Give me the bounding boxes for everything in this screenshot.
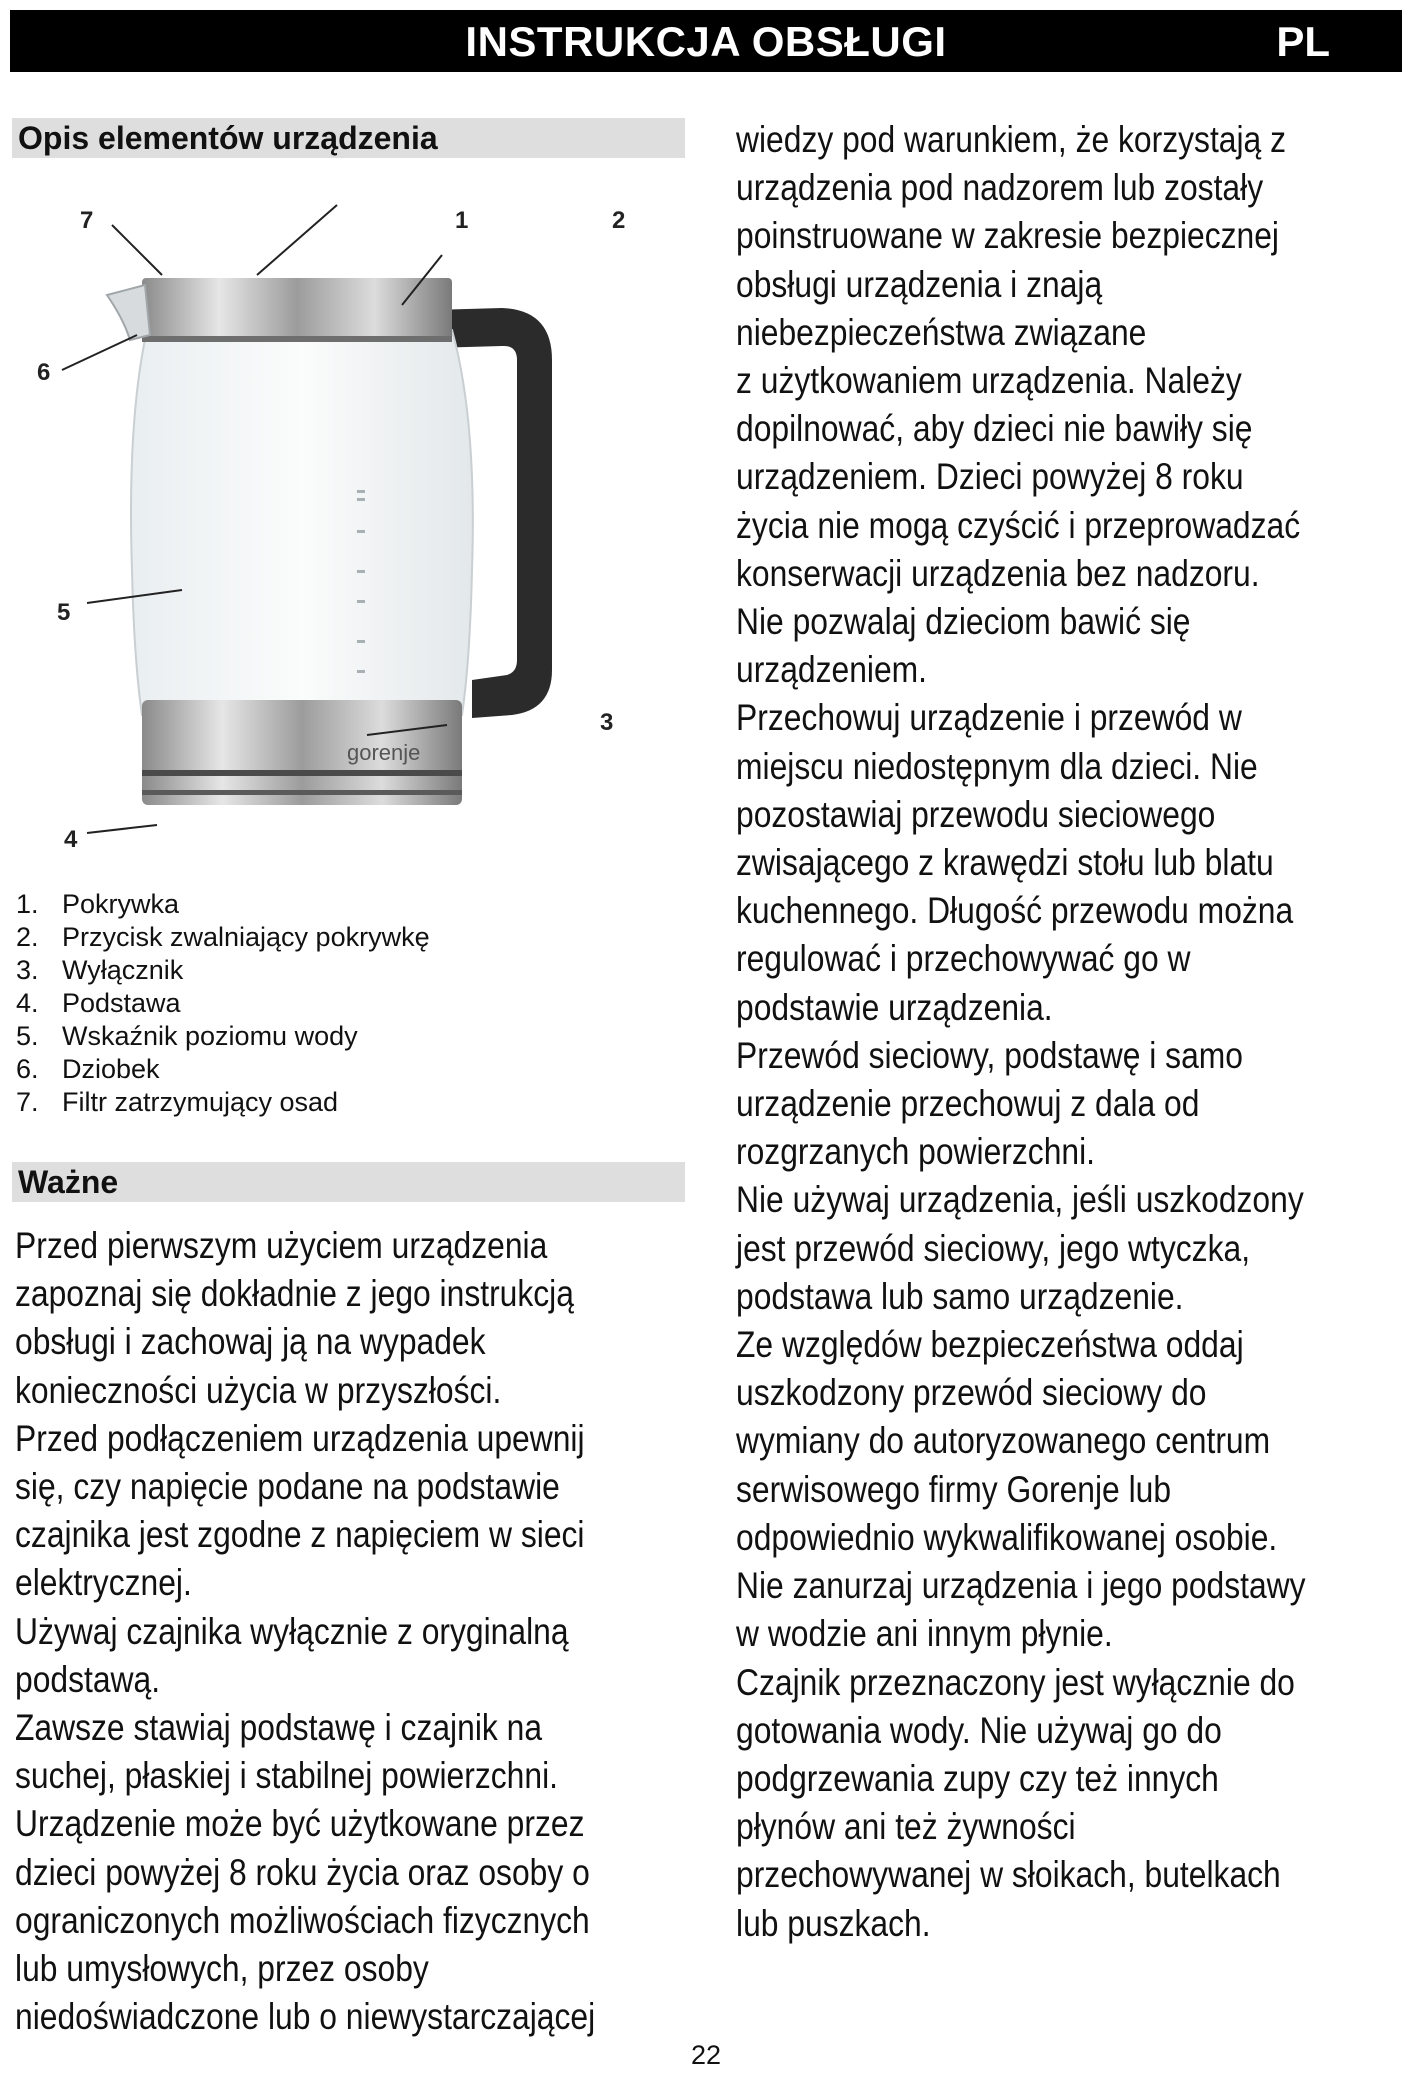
text-line: urządzenia pod nadzorem lub zostały [736, 167, 1264, 209]
text-line: konieczności użycia w przyszłości. [15, 1369, 502, 1411]
text-line: konserwacji urządzenia bez nadzoru. [736, 552, 1260, 594]
header-title: INSTRUKCJA OBSŁUGI [465, 18, 947, 65]
callout-4: 4 [64, 826, 78, 853]
text-line: Przed pierwszym użyciem urządzenia [15, 1225, 548, 1266]
text-line: wiedzy pod warunkiem, że korzystają z [736, 119, 1287, 160]
callout-2: 2 [612, 207, 626, 234]
list-item: 7. Filtr zatrzymujący osad [16, 1087, 339, 1117]
list-item: 6. Dziobek [16, 1054, 160, 1084]
text-line: dzieci powyżej 8 roku życia oraz osoby o [15, 1851, 590, 1893]
text-line: życia nie mogą czyścić i przeprowadzać [736, 504, 1301, 546]
text-line: zwisającego z krawędzi stołu lub blatu [736, 842, 1274, 884]
text-line: lub umysłowych, przez osoby [15, 1948, 429, 1990]
text-line: Urządzenie może być użytkowane przez [15, 1803, 585, 1845]
text-line: elektrycznej. [15, 1562, 192, 1604]
text-line: urządzenie przechowuj z dala od [736, 1083, 1200, 1125]
text-line: z użytkowaniem urządzenia. Należy [736, 360, 1242, 402]
text-line: zapoznaj się dokładnie z jego instrukcją [15, 1273, 574, 1315]
callout-1: 1 [455, 207, 469, 234]
list-item: 2. Przycisk zwalniający pokrywkę [16, 922, 430, 952]
text-line: obsługi urządzenia i znają [736, 263, 1103, 305]
text-line: w wodzie ani innym płynie. [736, 1613, 1113, 1655]
list-item: 4. Podstawa [16, 988, 181, 1018]
callout-7: 7 [80, 207, 94, 234]
text-line: rozgrzanych powierzchni. [736, 1131, 1096, 1173]
important-text-left-column [15, 1222, 595, 2041]
text-line: poinstruowane w zakresie bezpiecznej [736, 215, 1280, 257]
text-line: gotowania wody. Nie używaj go do [736, 1709, 1222, 1751]
text-line: Nie używaj urządzenia, jeśli uszkodzony [736, 1179, 1304, 1221]
page-number: 22 [690, 2040, 722, 2070]
text-line: urządzeniem. Dzieci powyżej 8 roku [736, 456, 1244, 498]
text-line: Przed podłączeniem urządzenia upewnij [15, 1417, 585, 1459]
text-line: pozostawiaj przewodu sieciowego [736, 793, 1216, 835]
text-line: Używaj czajnika wyłącznie z oryginalną [15, 1610, 569, 1652]
kettle-spout [107, 285, 150, 340]
kettle-diagram [12, 170, 685, 870]
text-line: odpowiednio wykwalifikowanej osobie. [736, 1516, 1278, 1558]
callout-5: 5 [57, 599, 71, 626]
list-item: 3. Wyłącznik [16, 955, 184, 985]
text-line: przechowywanej w słoikach, butelkach [736, 1854, 1281, 1896]
text-line: serwisowego firmy Gorenje lub [736, 1468, 1172, 1510]
text-line: niedoświadczone lub o niewystarczającej [15, 1996, 596, 2038]
text-line: Nie zanurzaj urządzenia i jego podstawy [736, 1565, 1306, 1607]
text-line: podgrzewania zupy czy też innych [736, 1757, 1219, 1799]
header-language: PL [1276, 18, 1330, 65]
kettle-glass-body [131, 330, 473, 715]
list-item: 5. Wskaźnik poziomu wody [16, 1021, 358, 1051]
text-line: uszkodzony przewód sieciowy do [736, 1372, 1207, 1414]
text-line: Nie pozwalaj dzieciom bawić się [736, 601, 1191, 643]
text-line: niebezpieczeństwa związane [736, 311, 1147, 353]
text-line: regulować i przechowywać go w [736, 938, 1191, 980]
callout-3: 3 [600, 709, 614, 736]
text-line: suchej, płaskiej i stabilnej powierzchni. [15, 1755, 558, 1797]
kettle-lid [142, 278, 452, 342]
text-line: się, czy napięcie podane na podstawie [15, 1466, 560, 1508]
kettle-base [142, 700, 462, 805]
text-line: lub puszkach. [736, 1902, 931, 1944]
text-line: miejscu niedostępnym dla dzieci. Nie [736, 745, 1258, 787]
list-item: 1. Pokrywka [16, 889, 180, 919]
text-line: dopilnować, aby dzieci nie bawiły się [736, 408, 1253, 450]
parts-list [16, 888, 430, 1119]
text-line: kuchennego. Długość przewodu można [736, 890, 1294, 932]
text-line: podstawą. [15, 1658, 161, 1700]
text-line: podstawa lub samo urządzenie. [736, 1275, 1184, 1317]
text-line: Zawsze stawiaj podstawę i czajnik na [15, 1707, 543, 1749]
text-line: jest przewód sieciowy, jego wtyczka, [736, 1227, 1251, 1269]
text-line: czajnika jest zgodne z napięciem w sieci [15, 1514, 585, 1556]
text-line: podstawie urządzenia. [736, 986, 1053, 1028]
page-header [10, 10, 1402, 72]
important-text-right-column [736, 116, 1306, 1948]
text-line: ograniczonych możliwościach fizycznych [15, 1899, 590, 1941]
parts-section-heading: Opis elementów urządzenia [12, 118, 685, 158]
kettle-brand-logo: gorenje [347, 740, 421, 765]
callout-6: 6 [37, 359, 51, 386]
text-line: płynów ani też żywności [736, 1806, 1076, 1848]
text-line: Ze względów bezpieczeństwa oddaj [736, 1324, 1244, 1366]
text-line: wymiany do autoryzowanego centrum [736, 1420, 1271, 1462]
text-line: urządzeniem. [736, 649, 928, 691]
text-line: Przechowuj urządzenie i przewód w [736, 697, 1242, 739]
text-line: Przewód sieciowy, podstawę i samo [736, 1034, 1243, 1076]
text-line: Czajnik przeznaczony jest wyłącznie do [736, 1661, 1295, 1703]
important-section-heading: Ważne [12, 1162, 685, 1202]
text-line: obsługi i zachowaj ją na wypadek [15, 1321, 486, 1363]
